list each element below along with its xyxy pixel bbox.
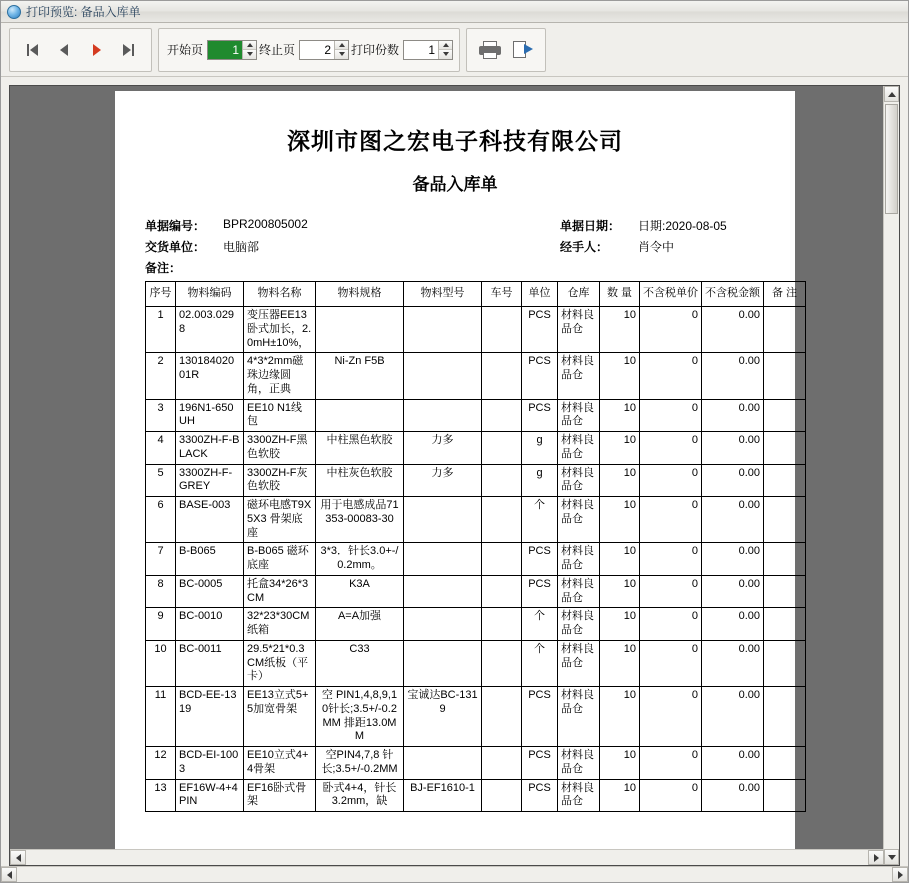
cell-qty: 10 — [600, 399, 640, 432]
cell-remark — [764, 575, 806, 608]
cell-no: 13 — [146, 779, 176, 812]
cell-spec — [316, 399, 404, 432]
cell-price: 0 — [640, 543, 702, 576]
cell-model — [404, 575, 482, 608]
cell-model: BJ-EF1610-1 — [404, 779, 482, 812]
copies-input[interactable] — [404, 41, 438, 59]
table-row — [146, 399, 806, 432]
caret-right-icon — [898, 871, 903, 879]
cell-model — [404, 608, 482, 641]
start-page-up-button[interactable] — [243, 41, 256, 51]
scroll-right-button[interactable] — [868, 850, 884, 865]
cell-car — [482, 747, 522, 780]
cell-no: 4 — [146, 432, 176, 465]
cell-amount: 0.00 — [702, 779, 764, 812]
cell-spec: 用于电感成品71353-00083-30 — [316, 497, 404, 543]
export-button[interactable] — [510, 37, 536, 63]
cell-qty: 10 — [600, 747, 640, 780]
cell-no: 5 — [146, 464, 176, 497]
caret-up-icon — [443, 43, 449, 47]
table-header-cell-7: 仓库 — [558, 282, 600, 307]
doc-no-value: BPR200805002 — [223, 217, 308, 231]
copies-label: 打印份数 — [351, 43, 400, 57]
table-row — [146, 747, 806, 780]
table-row — [146, 575, 806, 608]
cell-name: 3300ZH-F黑色软胶 — [244, 432, 316, 465]
cell-code: 3300ZH-F-GREY — [176, 464, 244, 497]
cell-car — [482, 353, 522, 399]
table-header-cell-0: 序号 — [146, 282, 176, 307]
print-group — [466, 28, 546, 72]
cell-name: 29.5*21*0.3CM纸板（平卡） — [244, 640, 316, 686]
cell-remark — [764, 399, 806, 432]
cell-code: BCD-EI-1003 — [176, 747, 244, 780]
cell-store: 材料良品仓 — [558, 399, 600, 432]
table-header-cell-10: 不含税金额 — [702, 282, 764, 307]
cell-spec: 3*3．针长3.0+-/0.2mm。 — [316, 543, 404, 576]
caret-down-icon — [888, 855, 896, 860]
cell-spec: 中柱黑色软胶 — [316, 432, 404, 465]
caret-down-icon — [247, 52, 253, 56]
cell-spec: 空PIN4,7,8 针长;3.5+/-0.2MM — [316, 747, 404, 780]
cell-name: 磁环电感T9X5X3 骨架底座 — [244, 497, 316, 543]
navigation-group — [9, 28, 152, 72]
cell-remark — [764, 640, 806, 686]
triangle-right-icon — [123, 44, 131, 56]
printer-icon — [479, 41, 501, 59]
cell-no: 8 — [146, 575, 176, 608]
cell-store: 材料良品仓 — [558, 353, 600, 399]
caret-up-icon — [888, 92, 896, 97]
supplier-label: 交货单位： — [145, 240, 206, 254]
cell-model — [404, 399, 482, 432]
cell-qty: 10 — [600, 307, 640, 353]
cell-no: 6 — [146, 497, 176, 543]
next-page-button[interactable] — [84, 37, 110, 63]
cell-remark — [764, 747, 806, 780]
page-range-group — [158, 28, 460, 72]
cell-code: B-B065 — [176, 543, 244, 576]
cell-car — [482, 543, 522, 576]
cell-code: EF16W-4+4PIN — [176, 779, 244, 812]
cell-amount: 0.00 — [702, 432, 764, 465]
cell-no: 2 — [146, 353, 176, 399]
start-page-spinner[interactable] — [207, 40, 257, 60]
cell-price: 0 — [640, 779, 702, 812]
cell-qty: 10 — [600, 432, 640, 465]
document-subtitle: 备品入库单 — [412, 175, 498, 195]
cell-store: 材料良品仓 — [558, 497, 600, 543]
end-page-spinner[interactable] — [299, 40, 349, 60]
cell-code: BC-0011 — [176, 640, 244, 686]
cell-price: 0 — [640, 353, 702, 399]
caret-up-icon — [247, 43, 253, 47]
cell-car — [482, 497, 522, 543]
preview-area — [9, 85, 900, 866]
cell-store: 材料良品仓 — [558, 543, 600, 576]
cell-amount: 0.00 — [702, 543, 764, 576]
handler-label: 经手人： — [560, 240, 609, 254]
table-header-cell-9: 不含税单价 — [640, 282, 702, 307]
caret-down-icon — [443, 52, 449, 56]
cell-car — [482, 575, 522, 608]
cell-amount: 0.00 — [702, 464, 764, 497]
cell-qty: 10 — [600, 464, 640, 497]
table-row — [146, 640, 806, 686]
cell-store: 材料良品仓 — [558, 640, 600, 686]
cell-price: 0 — [640, 640, 702, 686]
table-row — [146, 779, 806, 812]
cell-store: 材料良品仓 — [558, 464, 600, 497]
cell-amount: 0.00 — [702, 353, 764, 399]
table-row — [146, 353, 806, 399]
title-bar — [1, 1, 908, 23]
cell-remark — [764, 779, 806, 812]
document-page — [115, 91, 798, 866]
cell-unit: PCS — [522, 779, 558, 812]
cell-name: EE10立式4+4骨架 — [244, 747, 316, 780]
cell-car — [482, 464, 522, 497]
triangle-right-icon — [93, 44, 101, 56]
table-header-cell-11: 备 注 — [764, 282, 806, 307]
cell-car — [482, 640, 522, 686]
cell-unit: PCS — [522, 307, 558, 353]
cell-code: 3300ZH-F-BLACK — [176, 432, 244, 465]
cell-spec: 中柱灰色软胶 — [316, 464, 404, 497]
cell-amount: 0.00 — [702, 687, 764, 747]
meta-handler — [560, 238, 820, 255]
cell-price: 0 — [640, 432, 702, 465]
cell-model — [404, 640, 482, 686]
cell-price: 0 — [640, 747, 702, 780]
cell-name: EE10 N1线包 — [244, 399, 316, 432]
end-page-label: 终止页 — [259, 43, 296, 57]
copies-down-button[interactable] — [439, 50, 452, 59]
cell-remark — [764, 432, 806, 465]
window-scroll-left-button[interactable] — [1, 867, 17, 882]
preview-vertical-scrollbar[interactable] — [883, 86, 899, 865]
cell-code: BC-0005 — [176, 575, 244, 608]
cell-spec — [316, 307, 404, 353]
export-icon — [512, 41, 534, 59]
caret-up-icon — [339, 43, 345, 47]
cell-remark — [764, 464, 806, 497]
cell-price: 0 — [640, 608, 702, 641]
cell-spec: 卧式4+4，针长3.2mm，缺 — [316, 779, 404, 812]
table-header-cell-1: 物料编码 — [176, 282, 244, 307]
doc-no-label: 单据编号： — [145, 219, 206, 233]
triangle-left-icon — [30, 44, 38, 56]
cell-name: 托盒34*26*3CM — [244, 575, 316, 608]
last-page-button[interactable] — [116, 37, 142, 63]
cell-amount: 0.00 — [702, 608, 764, 641]
cell-remark — [764, 608, 806, 641]
cell-no: 3 — [146, 399, 176, 432]
table-row — [146, 608, 806, 641]
window-title: 打印预览: 备品入库单 — [26, 5, 141, 19]
table-body — [146, 307, 806, 812]
cell-amount: 0.00 — [702, 575, 764, 608]
meta-doc-no — [145, 217, 475, 234]
cell-qty: 10 — [600, 353, 640, 399]
start-page-down-button[interactable] — [243, 50, 256, 59]
cell-model — [404, 497, 482, 543]
cell-price: 0 — [640, 464, 702, 497]
cell-name: 32*23*30CM纸箱 — [244, 608, 316, 641]
meta-supplier — [145, 238, 475, 255]
cell-name: 变压器EE13卧式加长，2.0mH±10%， — [244, 307, 316, 353]
cell-unit: 个 — [522, 640, 558, 686]
cell-store: 材料良品仓 — [558, 779, 600, 812]
cell-unit: PCS — [522, 353, 558, 399]
cell-name: EE13立式5+5加宽骨架 — [244, 687, 316, 747]
cell-unit: 个 — [522, 608, 558, 641]
supplier-value: 电脑部 — [223, 240, 260, 254]
cell-spec: 空 PIN1,4,8,9,10针长;3.5+/-0.2MM 排距13.0MM — [316, 687, 404, 747]
cell-price: 0 — [640, 687, 702, 747]
cell-amount: 0.00 — [702, 307, 764, 353]
cell-unit: PCS — [522, 543, 558, 576]
cell-no: 10 — [146, 640, 176, 686]
cell-code: 196N1-650UH — [176, 399, 244, 432]
window-horizontal-scrollbar[interactable] — [1, 866, 908, 882]
table-header-cell-8: 数 量 — [600, 282, 640, 307]
scroll-left-button[interactable] — [10, 850, 26, 865]
cell-store: 材料良品仓 — [558, 307, 600, 353]
toolbar — [1, 23, 908, 77]
cell-spec: K3A — [316, 575, 404, 608]
cell-amount: 0.00 — [702, 399, 764, 432]
cell-model: 力多 — [404, 464, 482, 497]
cell-model: 力多 — [404, 432, 482, 465]
cell-unit: PCS — [522, 575, 558, 608]
cell-model — [404, 307, 482, 353]
previous-page-button[interactable] — [51, 37, 77, 63]
cell-price: 0 — [640, 399, 702, 432]
cell-store: 材料良品仓 — [558, 432, 600, 465]
remark-label: 备注： — [145, 261, 182, 275]
cell-spec: A=A加强 — [316, 608, 404, 641]
cell-unit: g — [522, 432, 558, 465]
cell-unit: 个 — [522, 497, 558, 543]
caret-left-icon — [16, 854, 21, 862]
cell-unit: PCS — [522, 747, 558, 780]
table-header-cell-2: 物料名称 — [244, 282, 316, 307]
start-page-label: 开始页 — [167, 43, 204, 57]
handler-value: 肖令中 — [638, 240, 675, 254]
scroll-up-button[interactable] — [884, 86, 899, 102]
cell-code: 13018402001R — [176, 353, 244, 399]
table-row — [146, 497, 806, 543]
date-value: 日期:2020-08-05 — [638, 219, 727, 233]
cell-qty: 10 — [600, 497, 640, 543]
cell-qty: 10 — [600, 640, 640, 686]
end-page-down-button[interactable] — [335, 50, 348, 59]
triangle-left-icon — [60, 44, 68, 56]
caret-down-icon — [339, 52, 345, 56]
cell-code: BASE-003 — [176, 497, 244, 543]
cell-remark — [764, 307, 806, 353]
table-row — [146, 543, 806, 576]
cell-car — [482, 399, 522, 432]
table-header-cell-3: 物料规格 — [316, 282, 404, 307]
vertical-scroll-thumb[interactable] — [885, 104, 898, 214]
cell-no: 9 — [146, 608, 176, 641]
cell-car — [482, 307, 522, 353]
cell-price: 0 — [640, 575, 702, 608]
cell-qty: 10 — [600, 543, 640, 576]
table-row — [146, 307, 806, 353]
table-row — [146, 432, 806, 465]
table-row — [146, 687, 806, 747]
cell-spec: Ni-Zn F5B — [316, 353, 404, 399]
cell-qty: 10 — [600, 687, 640, 747]
table-header-cell-6: 单位 — [522, 282, 558, 307]
cell-store: 材料良品仓 — [558, 608, 600, 641]
cell-store: 材料良品仓 — [558, 747, 600, 780]
end-page-input[interactable] — [300, 41, 334, 59]
cell-remark — [764, 687, 806, 747]
cell-car — [482, 687, 522, 747]
cell-unit: PCS — [522, 687, 558, 747]
cell-qty: 10 — [600, 575, 640, 608]
cell-store: 材料良品仓 — [558, 687, 600, 747]
cell-name: 4*3*2mm磁珠边缘圆角，正典 — [244, 353, 316, 399]
cell-unit: PCS — [522, 399, 558, 432]
document-meta — [145, 217, 765, 273]
cell-unit: g — [522, 464, 558, 497]
cell-name: 3300ZH-F灰色软胶 — [244, 464, 316, 497]
table-row — [146, 464, 806, 497]
caret-left-icon — [7, 871, 12, 879]
cell-qty: 10 — [600, 779, 640, 812]
table-header-row — [146, 282, 806, 307]
table-header-cell-5: 车号 — [482, 282, 522, 307]
print-button[interactable] — [477, 37, 503, 63]
cell-no: 11 — [146, 687, 176, 747]
cell-price: 0 — [640, 307, 702, 353]
cell-model — [404, 543, 482, 576]
cell-model — [404, 747, 482, 780]
meta-date — [560, 217, 820, 234]
cell-amount: 0.00 — [702, 640, 764, 686]
start-page-input[interactable] — [208, 41, 242, 59]
cell-model — [404, 353, 482, 399]
cell-amount: 0.00 — [702, 747, 764, 780]
cell-code: BC-0010 — [176, 608, 244, 641]
end-page-up-button[interactable] — [335, 41, 348, 51]
scroll-down-button[interactable] — [884, 849, 899, 865]
caret-right-icon — [874, 854, 879, 862]
cell-price: 0 — [640, 497, 702, 543]
cell-store: 材料良品仓 — [558, 575, 600, 608]
copies-spinner[interactable] — [403, 40, 453, 60]
cell-no: 12 — [146, 747, 176, 780]
table-header-cell-4: 物料型号 — [404, 282, 482, 307]
print-preview-icon — [7, 5, 21, 19]
window-scroll-right-button[interactable] — [892, 867, 908, 882]
cell-amount: 0.00 — [702, 497, 764, 543]
cell-car — [482, 432, 522, 465]
cell-code: 02.003.0298 — [176, 307, 244, 353]
cell-car — [482, 608, 522, 641]
company-title: 深圳市图之宏电子科技有限公司 — [287, 128, 623, 155]
date-label: 单据日期： — [560, 219, 621, 233]
cell-name: B-B065 磁环底座 — [244, 543, 316, 576]
items-table — [145, 281, 806, 812]
cell-car — [482, 779, 522, 812]
meta-remark — [145, 259, 475, 276]
first-page-button[interactable] — [19, 37, 45, 63]
cell-name: EF16卧式骨架 — [244, 779, 316, 812]
cell-model: 宝诚达BC-1319 — [404, 687, 482, 747]
cell-remark — [764, 497, 806, 543]
cell-code: BCD-EE-1319 — [176, 687, 244, 747]
cell-remark — [764, 353, 806, 399]
cell-spec: C33 — [316, 640, 404, 686]
preview-horizontal-scrollbar[interactable] — [10, 849, 884, 865]
cell-no: 7 — [146, 543, 176, 576]
cell-no: 1 — [146, 307, 176, 353]
cell-qty: 10 — [600, 608, 640, 641]
cell-remark — [764, 543, 806, 576]
copies-up-button[interactable] — [439, 41, 452, 51]
